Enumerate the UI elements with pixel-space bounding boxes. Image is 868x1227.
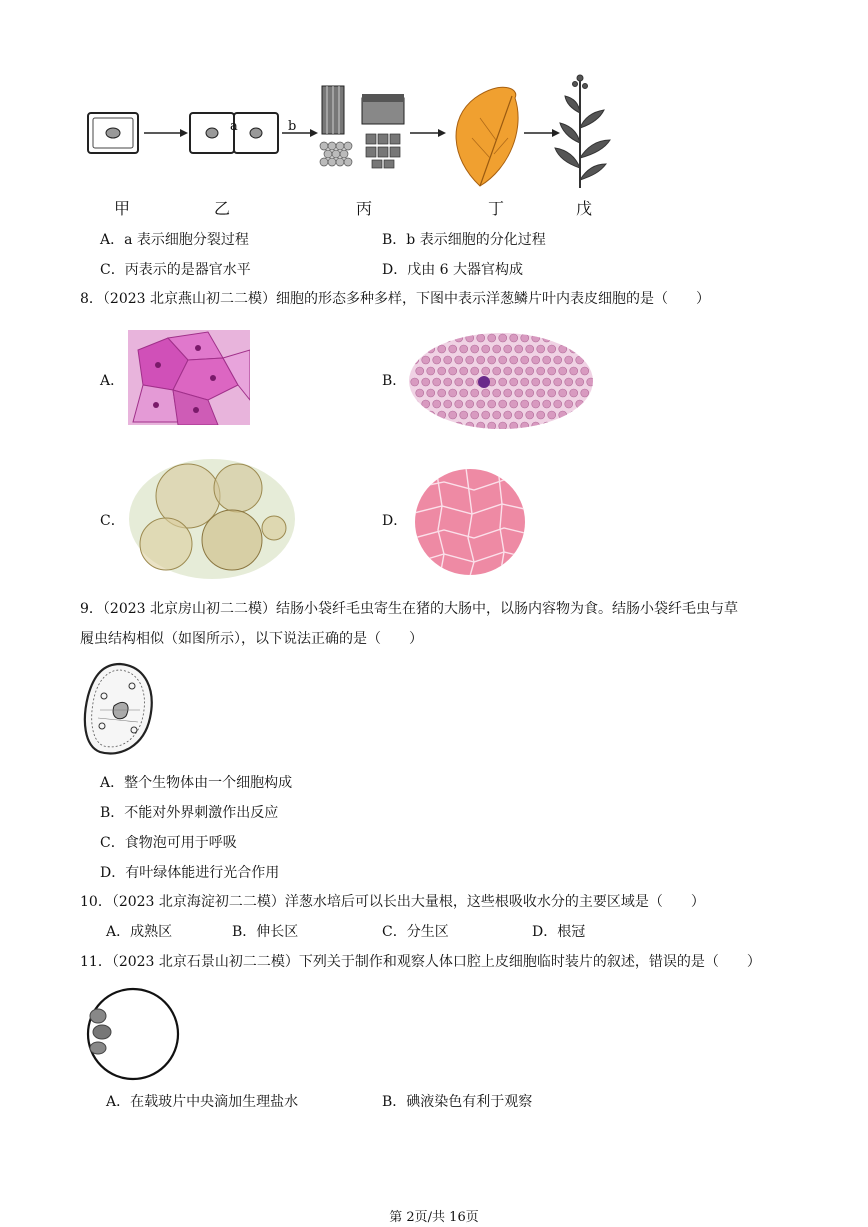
- flow-label-ding: 丁: [488, 199, 505, 218]
- single-cell-figure: [88, 113, 138, 153]
- q10-option-d: D．根冠: [532, 924, 586, 940]
- arrow-b-label: b: [288, 119, 297, 134]
- q9-option-a: A．整个生物体由一个细胞构成: [100, 775, 293, 791]
- q9-option-c: C．食物泡可用于呼吸: [100, 835, 237, 851]
- flow-label-yi: 乙: [214, 199, 231, 218]
- tissues-figure: [320, 86, 404, 168]
- flow-label-bing: 丙: [356, 199, 373, 218]
- q8-label-c: C．: [100, 513, 125, 529]
- q8-stem: 8．（2023 北京燕山初二二模）细胞的形态多种多样，下图中表示洋葱鳞片叶内表皮细胞的是（ ）: [80, 291, 710, 307]
- q9-stem-line1: 9．（2023 北京房山初二二模）结肠小袋纤毛虫寄生在猪的大肠中，以肠内容物为食。结肠小袋纤毛虫与草: [80, 601, 738, 617]
- flow-label-jia: 甲: [114, 199, 131, 218]
- q7-option-d: D．戊由 6 大器官构成: [382, 262, 524, 278]
- q11-option-b: B．碘液染色有利于观察: [382, 1094, 533, 1110]
- q10-stem: 10．（2023 北京海淀初二二模）洋葱水培后可以长出大量根，这些根吸收水分的主要区域是（ ）: [80, 894, 705, 910]
- q7-option-b: B．b 表示细胞的分化过程: [382, 232, 546, 248]
- cell-to-organism-diagram: [80, 68, 640, 198]
- q7-option-c: C．丙表示的是器官水平: [100, 262, 251, 278]
- q9-stem-line2: 履虫结构相似（如图所示），以下说法正确的是（ ）: [80, 631, 423, 647]
- plant-figure: [555, 75, 610, 188]
- q11-stem: 11．（2023 北京石景山初二二模）下列关于制作和观察人体口腔上皮细胞临时装片的叙述，错误的是（ ）: [80, 954, 761, 970]
- page-footer: 第 2页/共 16页: [389, 1210, 479, 1225]
- q7-option-a: A．a 表示细胞分裂过程: [100, 232, 249, 248]
- q8-image-d: [414, 468, 526, 576]
- q11-option-a: A．在载玻片中央滴加生理盐水: [106, 1094, 299, 1110]
- leaf-figure: [456, 87, 518, 186]
- q9-option-d: D．有叶绿体能进行光合作用: [100, 865, 280, 881]
- q10-option-c: C．分生区: [382, 924, 449, 940]
- q8-label-b: B．: [382, 373, 407, 389]
- q8-image-b: [408, 332, 594, 430]
- q10-option-b: B．伸长区: [232, 924, 299, 940]
- ciliate-figure: [80, 660, 160, 760]
- flow-label-wu: 戊: [576, 199, 593, 218]
- arrow-a-label: a: [230, 119, 238, 134]
- q9-option-b: B．不能对外界刺激作出反应: [100, 805, 279, 821]
- q8-label-d: D．: [382, 513, 408, 529]
- microscope-view-figure: [84, 986, 182, 1082]
- q8-image-a: [128, 330, 250, 425]
- q8-image-c: [128, 458, 296, 580]
- q10-option-a: A．成熟区: [106, 924, 173, 940]
- q8-label-a: A．: [100, 373, 125, 389]
